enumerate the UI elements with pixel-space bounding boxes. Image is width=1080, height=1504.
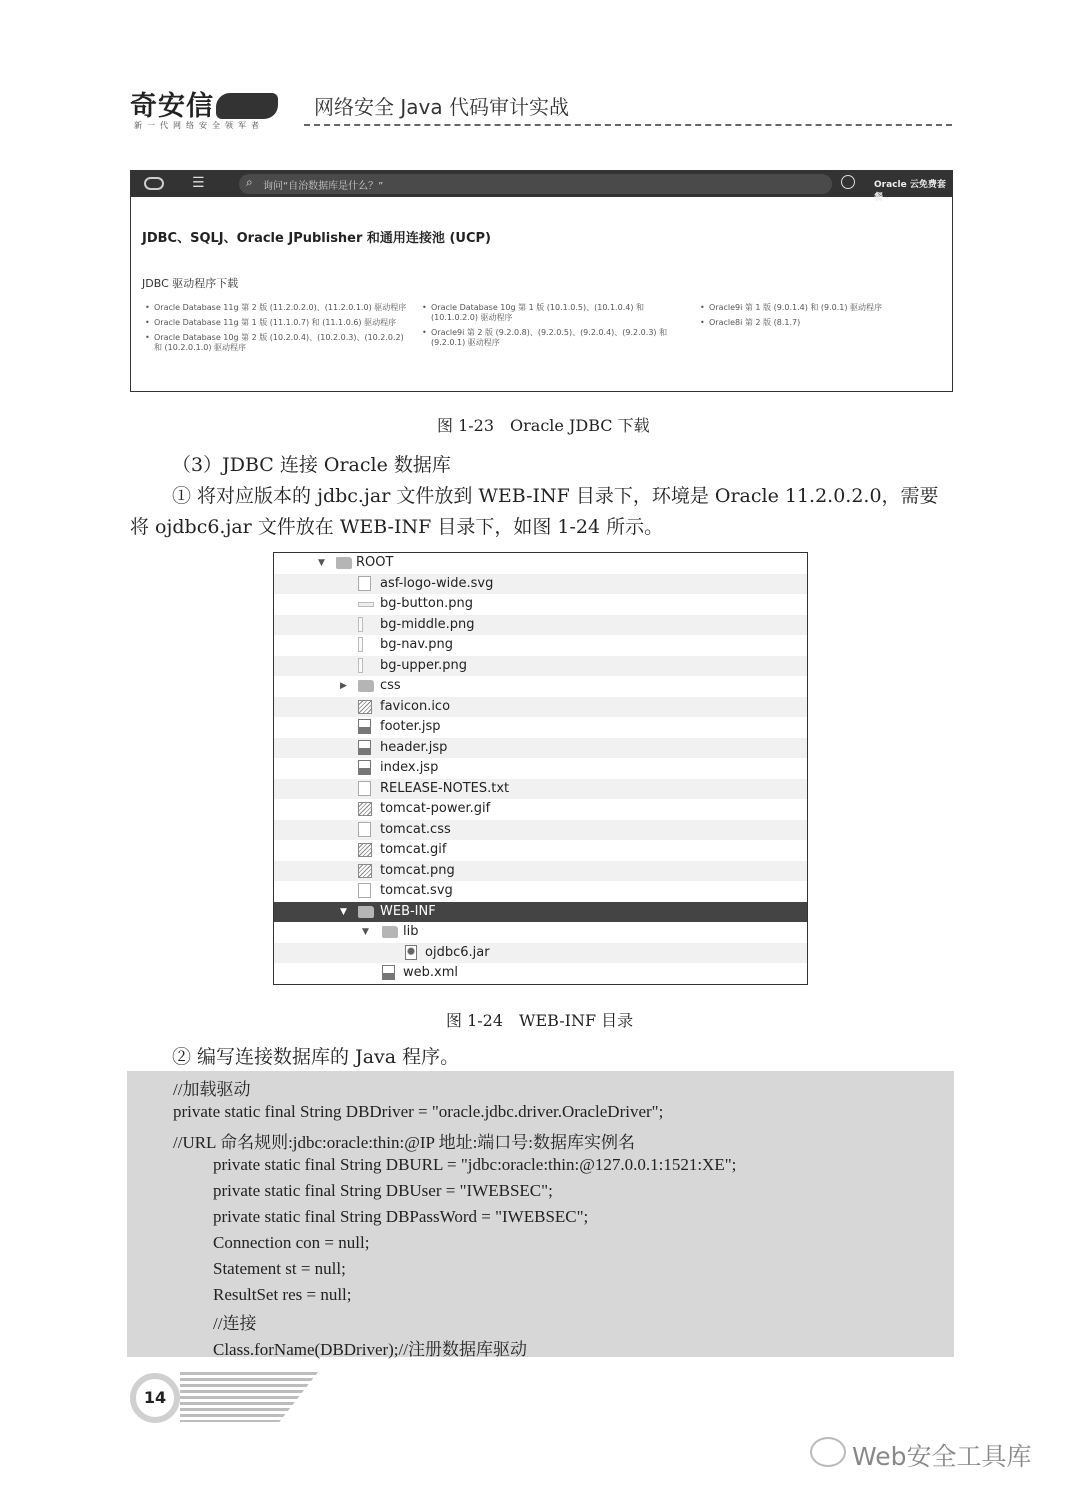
script-file-icon [358, 760, 371, 775]
jar-file-icon [405, 945, 417, 960]
tree-item-label: ROOT [356, 555, 394, 570]
free-tier-link: Oracle 云免费套餐 [874, 180, 946, 203]
driver-list-col3 [700, 303, 940, 333]
disclosure-expanded-icon[interactable]: ▼ [362, 927, 369, 937]
document-icon [358, 637, 363, 652]
tree-row-tomcat-power-gif[interactable] [274, 799, 807, 820]
tree-item-label: bg-middle.png [380, 616, 475, 632]
tree-item-label: index.jsp [380, 760, 439, 775]
tree-row-tomcat-gif[interactable] [274, 840, 807, 861]
tree-item-label: tomcat.css [380, 821, 451, 837]
code-line: private static final String DBPassWord = "IWEBSEC"; [213, 1207, 589, 1226]
tree-row-tomcat-svg[interactable] [274, 881, 807, 902]
tree-row-asf-logo-wide-svg[interactable] [274, 574, 807, 595]
script-file-icon [358, 740, 371, 755]
search-icon: ⌕ [246, 175, 253, 189]
tree-row-root[interactable] [274, 553, 807, 574]
tree-item-label: bg-upper.png [380, 657, 467, 673]
tree-item-label: footer.jsp [380, 719, 441, 734]
logo-mark-icon [216, 93, 278, 119]
tree-item-label: ojdbc6.jar [425, 944, 490, 960]
driver-link: • Oracle Database 11g 第 2 版 (11.2.0.2.0)、(11.2.0.1.0) 驱动程序 [145, 303, 410, 313]
tree-row-bg-button-png[interactable] [274, 594, 807, 615]
code-line: private static final String DBUser = "IWEBSEC"; [213, 1181, 553, 1200]
tree-row-footer-jsp[interactable] [274, 717, 807, 738]
book-title: 网络安全 Java 代码审计实战 [314, 95, 569, 119]
tree-row-bg-middle-png[interactable] [274, 615, 807, 636]
code-line: Class.forName(DBDriver);//注册数据库驱动 [213, 1340, 527, 1359]
figure-caption-1-23: 图 1-23 Oracle JDBC 下载 [437, 416, 650, 435]
tree-row-lib[interactable] [274, 922, 807, 943]
tree-row-favicon-ico[interactable] [274, 697, 807, 718]
tree-row-header-jsp[interactable] [274, 738, 807, 759]
tree-item-label: tomcat.svg [380, 883, 453, 898]
java-code-block [127, 1071, 954, 1357]
step-3-1-line1: ① 将对应版本的 jdbc.jar 文件放到 WEB-INF 目录下，环境是 Oracle 11.2.0.2.0，需要 [172, 485, 939, 507]
tree-item-label: asf-logo-wide.svg [380, 575, 494, 591]
tree-row-bg-nav-png[interactable] [274, 635, 807, 656]
watermark-text: Web安全工具库 [852, 1442, 1032, 1471]
image-file-icon [358, 700, 372, 714]
oracle-search-input [239, 174, 832, 194]
code-line: //加载驱动 [173, 1080, 251, 1099]
document-icon [358, 781, 371, 796]
tree-item-label: RELEASE-NOTES.txt [380, 780, 510, 796]
tree-row-tomcat-css[interactable] [274, 820, 807, 841]
tree-row-bg-upper-png[interactable] [274, 656, 807, 677]
disclosure-collapsed-icon[interactable]: ▶ [340, 681, 347, 691]
code-line: private static final String DBURL = "jdbc:oracle:thin:@127.0.0.1:1521:XE"; [213, 1155, 737, 1174]
hamburger-menu-icon: ☰ [192, 175, 205, 191]
driver-link: • Oracle Database 10g 第 1 版 (10.1.0.5)、(10.1.0.4) 和 (10.1.0.2.0) 驱动程序 [422, 303, 680, 323]
oracle-jdbc-screenshot [130, 170, 953, 392]
step-3-2-heading: ② 编写连接数据库的 Java 程序。 [172, 1046, 460, 1068]
driver-link: • Oracle8i 第 2 版 (8.1.7) [700, 318, 940, 328]
code-line: //连接 [213, 1314, 257, 1333]
tree-row-release-notes-txt[interactable] [274, 779, 807, 800]
publisher-logo-text: 奇安信 [130, 91, 214, 122]
tree-row-tomcat-png[interactable] [274, 861, 807, 882]
folder-icon [382, 926, 398, 938]
code-line: Connection con = null; [213, 1233, 370, 1252]
driver-link: • Oracle Database 11g 第 1 版 (11.1.0.7) 和 (11.1.0.6) 驱动程序 [145, 318, 410, 328]
tree-item-label: bg-nav.png [380, 637, 453, 652]
folder-icon [358, 906, 374, 918]
publisher-logo [130, 84, 278, 123]
wechat-icon [810, 1437, 846, 1467]
tree-row-web-xml[interactable] [274, 963, 807, 984]
tree-row-web-inf[interactable] [274, 902, 807, 923]
page-number-stripes [180, 1372, 318, 1422]
tree-item-label: lib [403, 924, 419, 939]
code-line: ResultSet res = null; [213, 1285, 352, 1304]
image-file-icon [358, 843, 372, 857]
step-3-heading: （3）JDBC 连接 Oracle 数据库 [172, 454, 451, 476]
oracle-navbar [131, 171, 952, 203]
folder-icon [358, 680, 374, 692]
tree-item-label: header.jsp [380, 739, 448, 755]
document-icon [358, 658, 363, 673]
user-icon [841, 175, 855, 189]
tree-item-label: tomcat-power.gif [380, 801, 491, 816]
driver-list-col2 [422, 303, 680, 353]
tree-item-label: WEB-INF [380, 903, 436, 919]
document-icon [358, 576, 371, 591]
webinf-file-tree [273, 552, 808, 985]
script-file-icon [382, 965, 395, 980]
driver-list-col1 [145, 303, 410, 358]
step-3-1-line2: 将 ojdbc6.jar 文件放在 WEB-INF 目录下，如图 1-24 所示。 [130, 516, 664, 538]
disclosure-expanded-icon[interactable]: ▼ [318, 558, 325, 568]
tree-row-css[interactable] [274, 676, 807, 697]
document-icon [358, 883, 371, 898]
driver-link: • Oracle9i 第 2 版 (9.2.0.8)、(9.2.0.5)、(9.2.0.4)、(9.2.0.3) 和 (9.2.0.1) 驱动程序 [422, 328, 680, 348]
script-file-icon [358, 719, 371, 734]
image-file-icon [358, 864, 372, 878]
tree-row-index-jsp[interactable] [274, 758, 807, 779]
tree-item-label: tomcat.gif [380, 842, 447, 857]
driver-link: • Oracle Database 10g 第 2 版 (10.2.0.4)、(10.2.0.3)、(10.2.0.2) 和 (10.2.0.1.0) 驱动程序 [145, 333, 410, 353]
disclosure-expanded-icon[interactable]: ▼ [340, 906, 347, 917]
tree-item-label: favicon.ico [380, 698, 451, 714]
oracle-section-title: JDBC 驱动程序下载 [142, 277, 239, 290]
tree-row-ojdbc6-jar[interactable] [274, 943, 807, 964]
figure-caption-1-24: 图 1-24 WEB-INF 目录 [446, 1011, 634, 1030]
folder-icon [336, 557, 352, 569]
header-divider [304, 124, 952, 126]
document-icon [358, 822, 371, 837]
tree-item-label: css [380, 678, 401, 693]
code-line: //URL 命名规则:jdbc:oracle:thin:@IP 地址:端口号:数据库实例名 [173, 1133, 636, 1152]
document-icon [358, 617, 363, 632]
tree-item-label: tomcat.png [380, 862, 455, 878]
page-number: 14 [130, 1373, 180, 1423]
image-file-icon [358, 802, 372, 816]
oracle-page-title: JDBC、SQLJ、Oracle JPublisher 和通用连接池 (UCP) [142, 231, 491, 246]
oracle-logo-icon [144, 177, 164, 190]
search-placeholder: 询问“自治数据库是什么？” [263, 181, 384, 192]
document-icon [358, 602, 374, 607]
driver-link: • Oracle9i 第 1 版 (9.0.1.4) 和 (9.0.1) 驱动程序 [700, 303, 940, 313]
publisher-tagline: 新一代网络安全领军者 [134, 121, 264, 130]
code-line: private static final String DBDriver = "oracle.jdbc.driver.OracleDriver"; [173, 1102, 664, 1121]
code-line: Statement st = null; [213, 1259, 346, 1278]
tree-item-label: web.xml [403, 965, 458, 980]
tree-item-label: bg-button.png [380, 596, 473, 611]
